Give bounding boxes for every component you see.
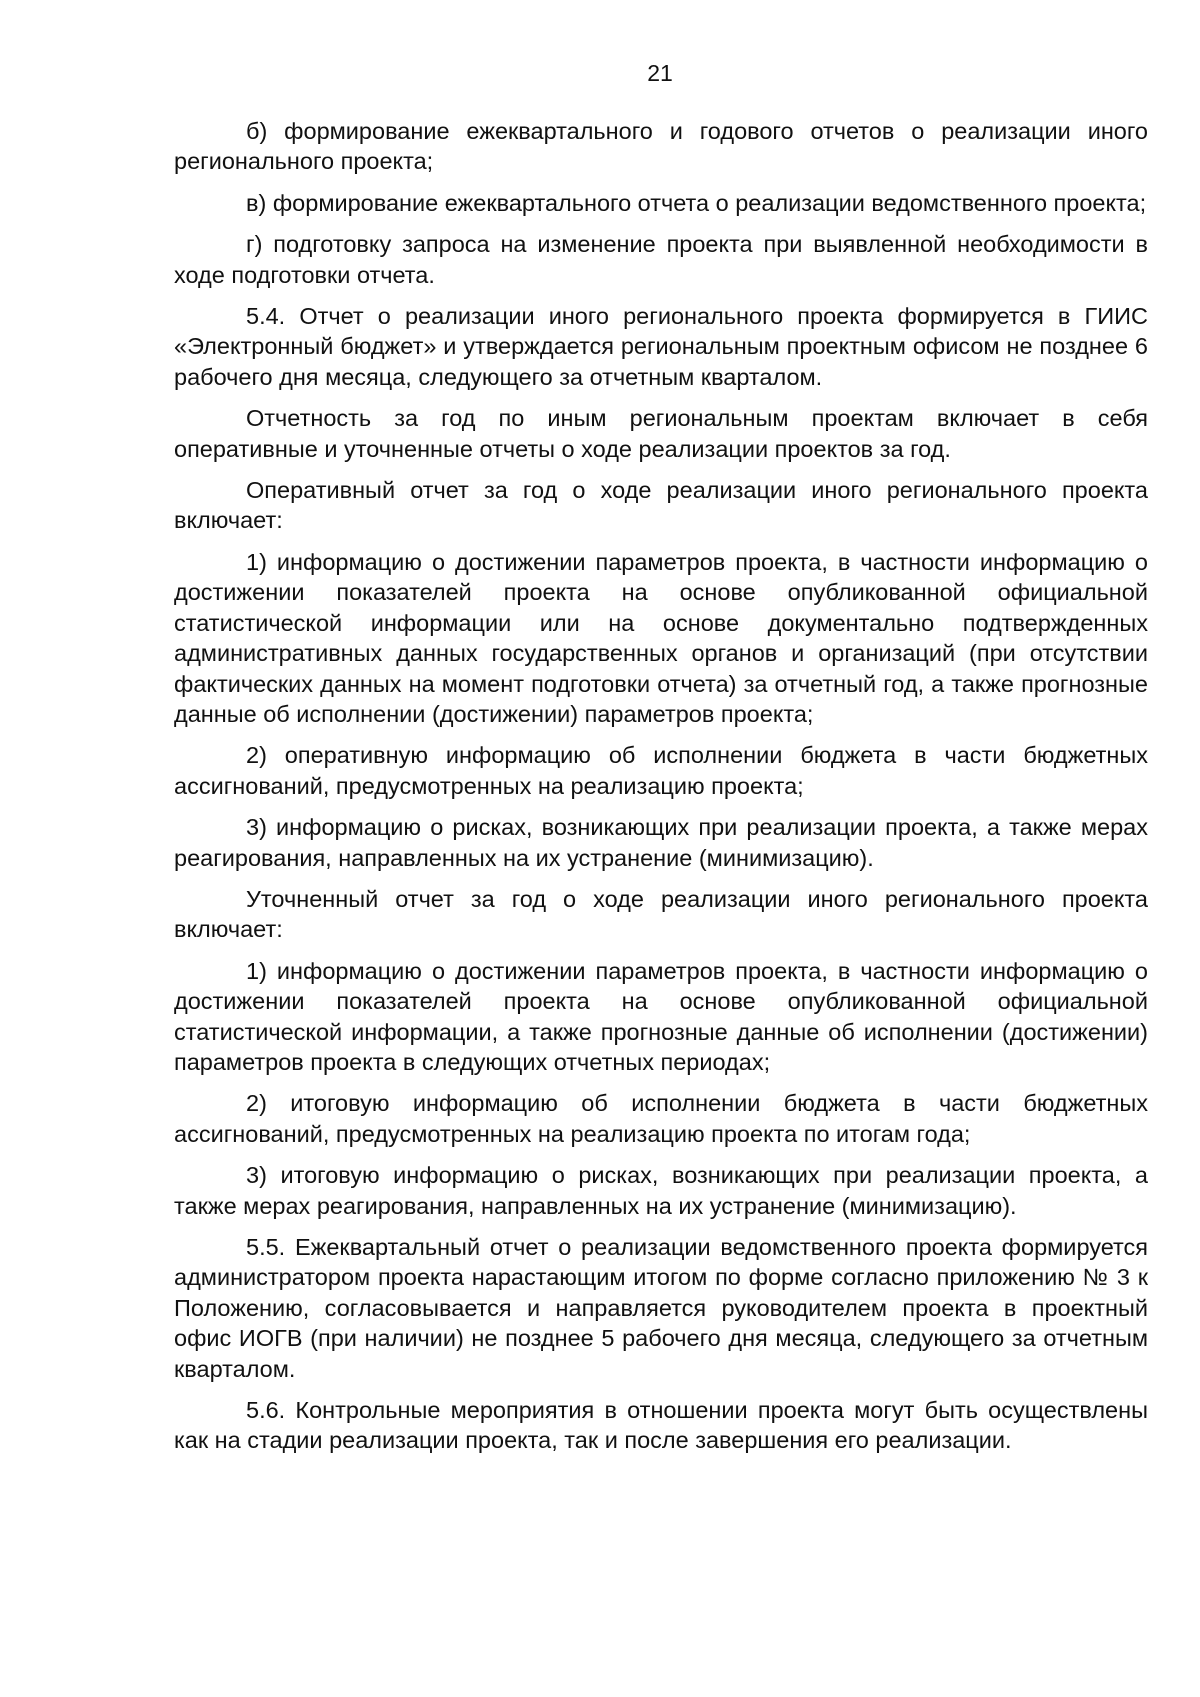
- paragraph-refined-item-3: 3) итоговую информацию о рисках, возникающих при реализации проекта, а также мерах реагирования, направленных на их устранение (минимизацию).: [174, 1162, 1148, 1219]
- paragraph-operational-item-3: 3) информацию о рисках, возникающих при реализации проекта, а также мерах реагирования, направленных на их устранение (минимизацию).: [174, 814, 1148, 871]
- paragraph-operational-report-intro: Оперативный отчет за год о ходе реализации иного регионального проекта включает:: [174, 477, 1148, 534]
- document-body: [174, 116, 1148, 1467]
- paragraph-operational-item-2: 2) оперативную информацию об исполнении бюджета в части бюджетных ассигнований, предусмотренных на реализацию проекта;: [174, 742, 1148, 799]
- page-number: 21: [647, 60, 673, 86]
- paragraph-refined-report-intro: Уточненный отчет за год о ходе реализации иного регионального проекта включает:: [174, 885, 1148, 943]
- paragraph-v: в) формирование ежеквартального отчета о реализации ведомственного проекта;: [246, 189, 1147, 216]
- paragraph-5-5: 5.5. Ежеквартальный отчет о реализации ведомственного проекта формируется администратором проекта нарастающим итогом по форме согласно приложению № 3 к Положению, согласовывается и направляется руководителем проекта в проектный офис ИОГВ (при наличии) не позднее 5 рабочего дня месяца, следующего за отчетным кварталом.: [174, 1234, 1148, 1382]
- paragraph-operational-item-1: 1) информацию о достижении параметров проекта, в частности информацию о достижении показателей проекта на основе опубликованной официальной статистической информации или на основе документально подтвержденных административных данных государственных органов и организаций (при отсутствии фактических данных на момент подготовки отчета) за отчетный год, а также прогнозные данные об исполнении (достижении) параметров проекта;: [174, 548, 1148, 727]
- paragraph-5-4: 5.4. Отчет о реализации иного регионального проекта формируется в ГИИС «Электронный бюджет» и утверждается региональным проектным офисом не позднее 6 рабочего дня месяца, следующего за отчетным кварталом.: [174, 303, 1148, 390]
- paragraph-refined-item-2: 2) итоговую информацию об исполнении бюджета в части бюджетных ассигнований, предусмотренных на реализацию проекта по итогам года;: [174, 1090, 1148, 1147]
- paragraph-5-6: 5.6. Контрольные мероприятия в отношении проекта могут быть осуществлены как на стадии реализации проекта, так и после завершения его реализации.: [174, 1397, 1148, 1454]
- paragraph-g: г) подготовку запроса на изменение проекта при выявленной необходимости в ходе подготовки отчета.: [174, 231, 1148, 288]
- paragraph-refined-item-1: 1) информацию о достижении параметров проекта, в частности информацию о достижении показателей проекта на основе опубликованной официальной статистической информации, а также прогнозные данные об исполнении (достижении) параметров проекта в следующих отчетных периодах;: [174, 957, 1148, 1075]
- paragraph-annual-reporting: Отчетность за год по иным региональным проектам включает в себя оперативные и уточненные отчеты о ходе реализации проектов за год.: [174, 405, 1148, 462]
- paragraph-b: б) формирование ежеквартального и годового отчетов о реализации иного регионального проекта;: [174, 118, 1148, 175]
